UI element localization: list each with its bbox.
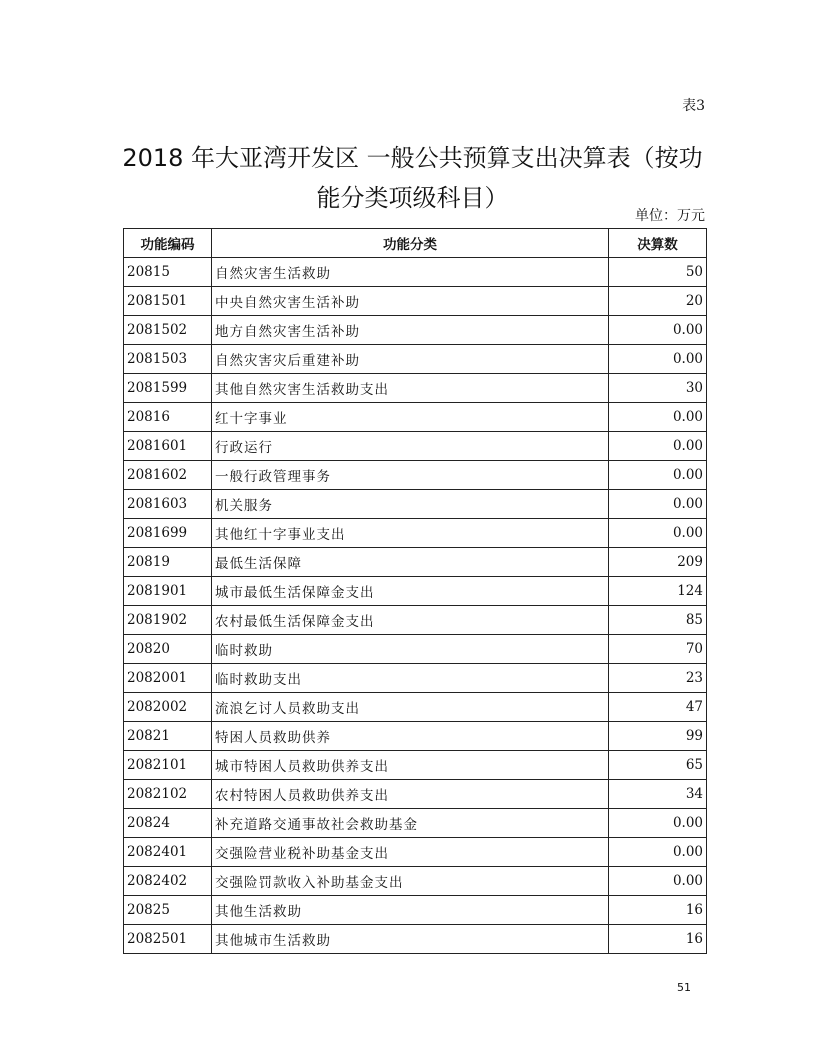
function-category-cell: 自然灾害生活救助: [212, 258, 609, 287]
function-category-cell: 行政运行: [212, 432, 609, 461]
function-category-cell: 其他红十字事业支出: [212, 519, 609, 548]
table-row: [124, 809, 707, 838]
table-row: [124, 751, 707, 780]
table-row: [124, 693, 707, 722]
table-row: [124, 664, 707, 693]
function-category-cell: 流浪乞讨人员救助支出: [212, 693, 609, 722]
function-code-cell: 20821: [124, 722, 212, 751]
final-amount-cell: 65: [609, 751, 707, 780]
function-category-cell: 红十字事业: [212, 403, 609, 432]
final-amount-cell: 99: [609, 722, 707, 751]
final-amount-cell: 16: [609, 896, 707, 925]
function-category-cell: 城市特困人员救助供养支出: [212, 751, 609, 780]
table-row: [124, 577, 707, 606]
table-row: [124, 635, 707, 664]
table-row: [124, 403, 707, 432]
budget-table: [123, 228, 707, 954]
function-category-cell: 补充道路交通事故社会救助基金: [212, 809, 609, 838]
final-amount-cell: 209: [609, 548, 707, 577]
final-amount-cell: 0.00: [609, 316, 707, 345]
function-code-cell: 2082101: [124, 751, 212, 780]
function-code-cell: 2082102: [124, 780, 212, 809]
final-amount-cell: 0.00: [609, 461, 707, 490]
page-number: 51: [677, 981, 691, 994]
final-amount-cell: 0.00: [609, 432, 707, 461]
function-category-cell: 交强险罚款收入补助基金支出: [212, 867, 609, 896]
final-amount-cell: 16: [609, 925, 707, 954]
table-row: [124, 838, 707, 867]
function-category-cell: 临时救助支出: [212, 664, 609, 693]
final-amount-cell: 34: [609, 780, 707, 809]
function-code-cell: 2081699: [124, 519, 212, 548]
function-category-cell: 其他生活救助: [212, 896, 609, 925]
final-amount-cell: 0.00: [609, 345, 707, 374]
header-category: 功能分类: [212, 229, 609, 258]
table-row: [124, 925, 707, 954]
table-row: [124, 345, 707, 374]
final-amount-cell: 0.00: [609, 867, 707, 896]
table-row: [124, 316, 707, 345]
function-code-cell: 2081603: [124, 490, 212, 519]
title-line-1: 2018 年大亚湾开发区 一般公共预算支出决算表（按功: [122, 144, 703, 173]
table-row: [124, 519, 707, 548]
function-code-cell: 20824: [124, 809, 212, 838]
table-row: [124, 780, 707, 809]
function-category-cell: 自然灾害灾后重建补助: [212, 345, 609, 374]
function-category-cell: 机关服务: [212, 490, 609, 519]
final-amount-cell: 0.00: [609, 809, 707, 838]
final-amount-cell: 0.00: [609, 838, 707, 867]
final-amount-cell: 124: [609, 577, 707, 606]
function-category-cell: 城市最低生活保障金支出: [212, 577, 609, 606]
function-code-cell: 20819: [124, 548, 212, 577]
page-title: [110, 138, 715, 218]
final-amount-cell: 23: [609, 664, 707, 693]
function-code-cell: 20816: [124, 403, 212, 432]
function-code-cell: 2082401: [124, 838, 212, 867]
function-category-cell: 其他城市生活救助: [212, 925, 609, 954]
function-category-cell: 农村最低生活保障金支出: [212, 606, 609, 635]
final-amount-cell: 0.00: [609, 403, 707, 432]
function-code-cell: 2082002: [124, 693, 212, 722]
function-category-cell: 特困人员救助供养: [212, 722, 609, 751]
final-amount-cell: 70: [609, 635, 707, 664]
function-code-cell: 2081502: [124, 316, 212, 345]
header-amount: 决算数: [609, 229, 707, 258]
function-code-cell: 20820: [124, 635, 212, 664]
table-row: [124, 548, 707, 577]
table-body: [124, 258, 707, 954]
table-row: [124, 722, 707, 751]
function-code-cell: 20815: [124, 258, 212, 287]
table-header-row: [124, 229, 707, 258]
table-label: 表3: [682, 98, 705, 114]
header-code: 功能编码: [124, 229, 212, 258]
function-code-cell: 2081503: [124, 345, 212, 374]
function-code-cell: 2081601: [124, 432, 212, 461]
final-amount-cell: 0.00: [609, 490, 707, 519]
table-row: [124, 287, 707, 316]
function-code-cell: 2082501: [124, 925, 212, 954]
table-row: [124, 432, 707, 461]
function-category-cell: 临时救助: [212, 635, 609, 664]
function-category-cell: 交强险营业税补助基金支出: [212, 838, 609, 867]
function-code-cell: 2081602: [124, 461, 212, 490]
function-code-cell: 20825: [124, 896, 212, 925]
unit-label: 单位：万元: [635, 208, 705, 224]
table-row: [124, 867, 707, 896]
function-code-cell: 2082001: [124, 664, 212, 693]
function-category-cell: 地方自然灾害生活补助: [212, 316, 609, 345]
table-row: [124, 896, 707, 925]
final-amount-cell: 50: [609, 258, 707, 287]
final-amount-cell: 85: [609, 606, 707, 635]
function-category-cell: 农村特困人员救助供养支出: [212, 780, 609, 809]
title-line-2: 能分类项级科目）: [316, 184, 509, 213]
final-amount-cell: 0.00: [609, 519, 707, 548]
function-code-cell: 2082402: [124, 867, 212, 896]
function-category-cell: 最低生活保障: [212, 548, 609, 577]
function-code-cell: 2081501: [124, 287, 212, 316]
function-category-cell: 一般行政管理事务: [212, 461, 609, 490]
final-amount-cell: 30: [609, 374, 707, 403]
final-amount-cell: 47: [609, 693, 707, 722]
function-category-cell: 其他自然灾害生活救助支出: [212, 374, 609, 403]
table-row: [124, 258, 707, 287]
table-row: [124, 374, 707, 403]
function-category-cell: 中央自然灾害生活补助: [212, 287, 609, 316]
table-row: [124, 606, 707, 635]
table-row: [124, 490, 707, 519]
table-row: [124, 461, 707, 490]
function-code-cell: 2081901: [124, 577, 212, 606]
final-amount-cell: 20: [609, 287, 707, 316]
function-code-cell: 2081902: [124, 606, 212, 635]
function-code-cell: 2081599: [124, 374, 212, 403]
